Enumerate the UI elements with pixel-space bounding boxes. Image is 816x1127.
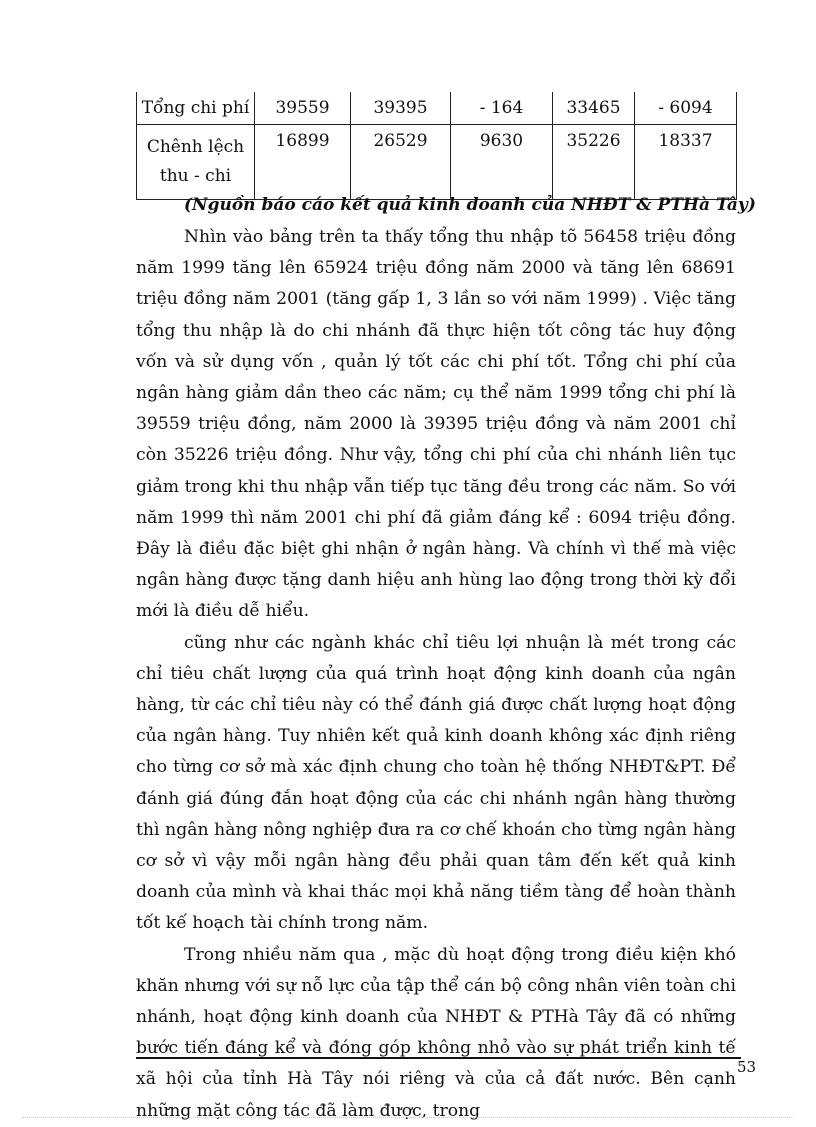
- table-cell: 26529: [351, 125, 451, 200]
- table-row: [137, 125, 737, 200]
- body-text: [136, 222, 736, 1127]
- table-cell: 18337: [635, 125, 737, 200]
- row-label-line-1: Chênh lệch: [146, 137, 245, 157]
- footer-divider: [136, 1057, 741, 1059]
- row-label-line-2: thu - chi: [159, 166, 232, 186]
- table-row: [137, 92, 737, 125]
- results-table: [136, 92, 737, 200]
- table-cell: 39395: [351, 92, 451, 125]
- paragraph: Trong nhiều năm qua , mặc dù hoạt động trong điều kiện khó khăn nhưng với sự nỗ lực của tập thể cán bộ công nhân viên toàn chi nhánh, hoạt động kinh doanh của NHĐT & PTHà Tây đã có những bước tiến đáng kể và đóng góp không nhỏ vào sự phát triển kinh tế xã hội của tỉnh Hà Tây nói riêng và của cả đất nước. Bên cạnh những mặt công tác đã làm được, trong: [136, 944, 736, 1121]
- table-cell: 35226: [553, 125, 635, 200]
- paragraph: Nhìn vào bảng trên ta thấy tổng thu nhập tõ 56458 triệu đồng năm 1999 tăng lên 65924 triệu đồng năm 2000 và tăng lên 68691 triệu đồng năm 2001 (tăng gấp 1, 3 lần so với năm 1999) . Việc tăng tổng thu nhập là do chi nhánh đã thực hiện tốt công tác huy động vốn và sử dụng vốn , quản lý tốt các chi phí tốt. Tổng chi phí của ngân hàng giảm dần theo các năm; cụ thể năm 1999 tổng chi phí là 39559 triệu đồng, năm 2000 là 39395 triệu đồng và năm 2001 chỉ còn 35226 triệu đồng. Như vậy, tổng chi phí của chi nhánh liên tục giảm trong khi thu nhập vẫn tiếp tục tăng đều trong các năm. So với năm 1999 thì năm 2001 chi phí đã giảm đáng kể : 6094 triệu đồng. Đây là điều đặc biệt ghi nhận ở ngân hàng. Và chính vì thế mà việc ngân hàng được tặng danh hiệu anh hùng lao động trong thời kỳ đổi mới là điều dễ hiểu.: [136, 227, 736, 622]
- page-bottom-edge: [22, 1117, 794, 1118]
- table-cell: - 164: [451, 92, 553, 125]
- table-cell: - 6094: [635, 92, 737, 125]
- table-cell: 39559: [255, 92, 351, 125]
- table-source-caption: (Nguồn báo cáo kết quả kinh doanh của NHĐT & PTHà Tây): [184, 195, 756, 215]
- table-cell: 9630: [451, 125, 553, 200]
- table-cell: 16899: [255, 125, 351, 200]
- table-cell: 33465: [553, 92, 635, 125]
- row-label-income-expense-difference: [137, 125, 255, 200]
- page-number: 53: [737, 1058, 757, 1076]
- paragraph: cũng như các ngành khác chỉ tiêu lợi nhuận là mét trong các chỉ tiêu chất lượng của quá trình hoạt động kinh doanh của ngân hàng, từ các chỉ tiêu này có thể đánh giá được chất lượng hoạt động của ngân hàng. Tuy nhiên kết quả kinh doanh không xác định riêng cho từng cơ sở mà xác định chung cho toàn hệ thống NHĐT&PT. Để đánh giá đúng đắn hoạt động của các chi nhánh ngân hàng thường thì ngân hàng nông nghiệp đưa ra cơ chế khoán cho từng ngân hàng cơ sở vì vậy mỗi ngân hàng đều phải quan tâm đến kết quả kinh doanh của mình và khai thác mọi khả năng tiềm tàng để hoàn thành tốt kế hoạch tài chính trong năm.: [136, 632, 736, 934]
- row-label-total-cost: Tổng chi phí: [137, 92, 255, 125]
